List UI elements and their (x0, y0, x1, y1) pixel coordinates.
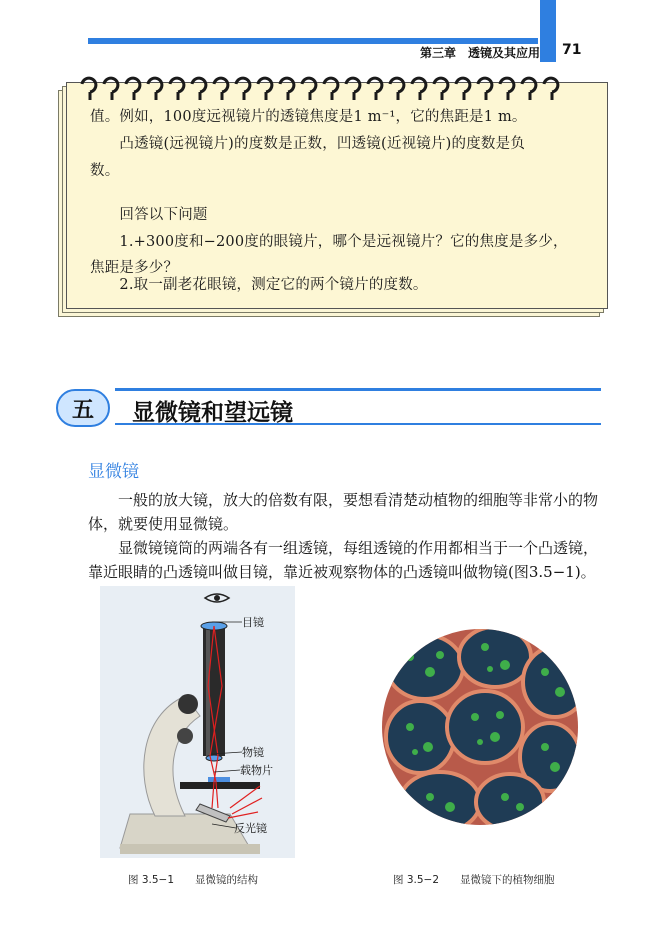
notebook-line-1: 值。例如，100度远视镜片的透镜焦度是1 m⁻¹，它的焦距是1 m。 (90, 109, 527, 125)
section-rule-top (115, 388, 601, 391)
section-title: 显微镜和望远镜 (132, 400, 293, 426)
notebook-line-5: 1.+300度和−200度的眼镜片，哪个是远视镜片？它的焦度是多少， (90, 234, 568, 250)
spiral-binding-icon (76, 62, 576, 102)
page-number: 71 (562, 42, 582, 58)
microscope-structure-figure (100, 586, 295, 858)
label-reflector-mirror: 反光镜 (234, 822, 267, 835)
notebook-line-2: 凸透镜(远视镜片)的度数是正数，凹透镜(近视镜片)的度数是负 (90, 136, 526, 152)
figure-2-caption: 图 3.5−2 显微镜下的植物细胞 (393, 874, 555, 886)
leader-lines (210, 612, 250, 842)
running-head: 第三章 透镜及其应用 (420, 46, 541, 60)
paragraph-line-1: 一般的放大镜，放大的倍数有限，要想看清楚动植物的细胞等非常小的物 (88, 491, 599, 509)
notebook-line-7: 2.取一副老花眼镜，测定它的两个镜片的度数。 (90, 277, 428, 293)
chapter-side-tab (540, 0, 556, 62)
label-stage-slide: 载物片 (240, 764, 273, 777)
plant-cells-micrograph (380, 627, 580, 827)
label-objective: 物镜 (242, 746, 264, 759)
notebook-line-4: 回答以下问题 (90, 207, 208, 223)
notebook-line-3: 数。 (90, 163, 120, 179)
label-eyepiece: 目镜 (242, 616, 264, 629)
paragraph-line-4: 靠近眼睛的凸透镜叫做目镜，靠近被观察物体的凸透镜叫做物镜(图3.5−1)。 (88, 563, 596, 581)
paragraph-line-2: 体，就要使用显微镜。 (88, 515, 239, 533)
figure-1-caption: 图 3.5−1 显微镜的结构 (128, 874, 259, 886)
notebook-line-6: 焦距是多少？ (90, 260, 179, 276)
subheading: 显微镜 (88, 462, 139, 482)
paragraph-line-3: 显微镜镜筒的两端各有一组透镜，每组透镜的作用都相当于一个凸透镜， (88, 539, 599, 557)
section-number: 五 (71, 398, 94, 423)
